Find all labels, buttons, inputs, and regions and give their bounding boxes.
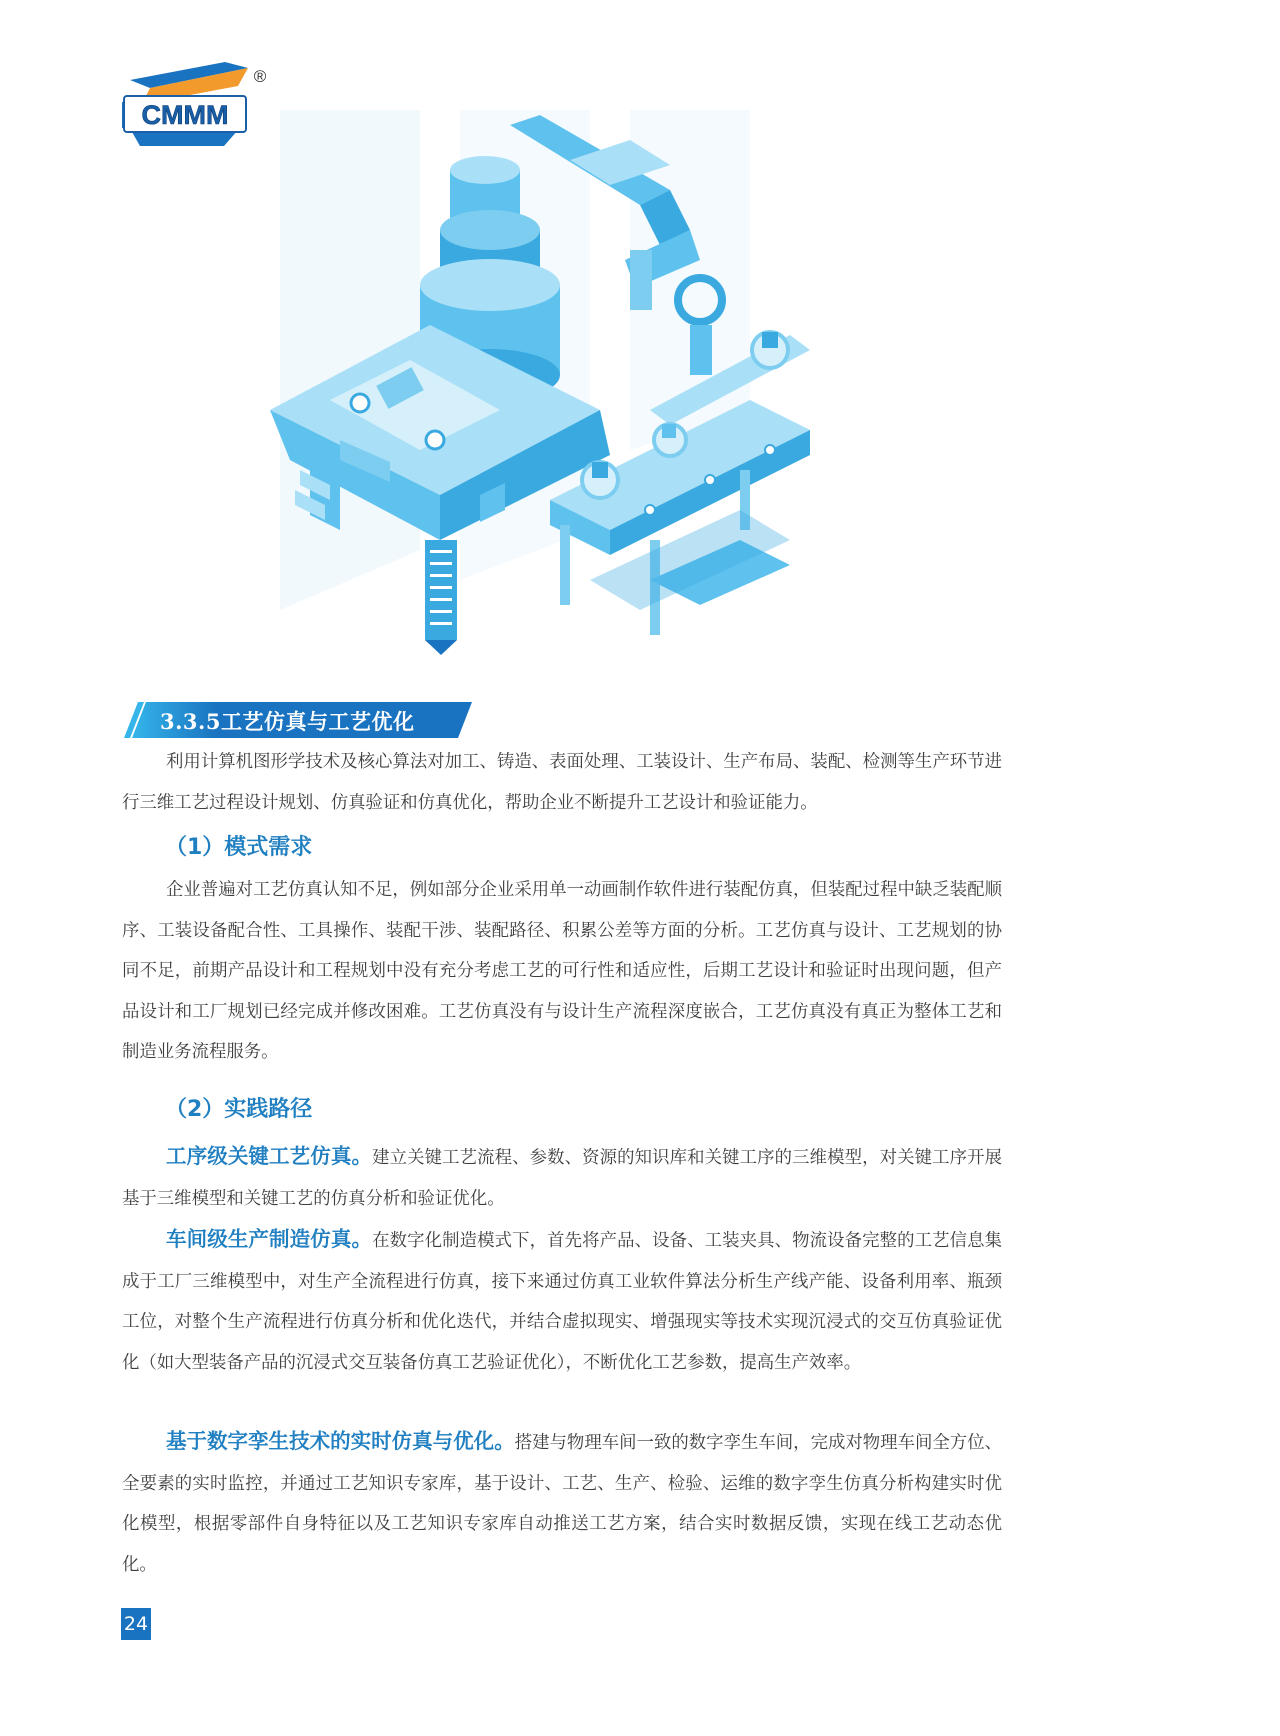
requirements-paragraph: 企业普遍对工艺仿真认知不足，例如部分企业采用单一动画制作软件进行装配仿真，但装配过程中缺乏装配顺序、工装设备配合性、工具操作、装配干涉、装配路径、积累公差等方面的分析。工艺仿真与设计、工艺规划的协同不足，前期产品设计和工程规划中没有充分考虑工艺的可行性和适应性，后期工艺设计和验证时出现问题，但产品设计和工厂规划已经完成并修改困难。工艺仿真没有与设计生产流程深度嵌合，工艺仿真没有真正为整体工艺和制造业务流程服务。 <box>122 880 1002 1062</box>
practice-item-lead: 工序级关键工艺仿真。 <box>166 1144 373 1168</box>
practice-item-lead: 车间级生产制造仿真。 <box>166 1227 373 1251</box>
practice-item-process-level <box>122 1136 1002 1219</box>
cmmm-logo <box>120 58 270 150</box>
practice-item-text: 在数字化制造模式下，首先将产品、设备、工装夹具、物流设备完整的工艺信息集成于工厂三维模型中，对生产全流程进行仿真，接下来通过仿真工业软件算法分析生产线产能、设备利用率、瓶颈工位，对整个生产流程进行仿真分析和优化迭代，并结合虚拟现实、增强现实等技术实现沉浸式的交互仿真验证优化（如大型装备产品的沉浸式交互装备仿真工艺验证优化），不断优化工艺参数，提高生产效率。 <box>122 1231 1002 1373</box>
practice-item-digital-twin <box>122 1421 1002 1585</box>
svg-text:®: ® <box>253 67 267 86</box>
practice-item-lead: 基于数字孪生技术的实时仿真与优化。 <box>166 1429 515 1453</box>
svg-text:CMMM: CMMM <box>141 100 229 130</box>
practice-item-workshop-level <box>122 1219 1002 1383</box>
subheading-practice: （2）实践路径 <box>165 1097 313 1122</box>
section-title: 3.3.5工艺仿真与工艺优化 <box>160 709 415 734</box>
practice-item-text: 建立关键工艺流程、参数、资源的知识库和关键工序的三维模型，对关键工序开展基于三维模型和关键工艺的仿真分析和验证优化。 <box>122 1148 1002 1209</box>
page-number: 24 <box>121 1608 151 1640</box>
subheading-requirements: （1）模式需求 <box>165 835 313 860</box>
intro-paragraph: 利用计算机图形学技术及核心算法对加工、铸造、表面处理、工装设计、生产布局、装配、检测等生产环节进行三维工艺过程设计规划、仿真验证和仿真优化，帮助企业不断提升工艺设计和验证能力。 <box>122 752 1002 813</box>
industrial-machine-illustration <box>270 110 910 670</box>
practice-item-text: 搭建与物理车间一致的数字孪生车间，完成对物理车间全方位、全要素的实时监控，并通过工艺知识专家库，基于设计、工艺、生产、检验、运维的数字孪生仿真分析构建实时优化模型，根据零部件自身特征以及工艺知识专家库自动推送工艺方案，结合实时数据反馈，实现在线工艺动态优化。 <box>122 1433 1002 1575</box>
section-banner <box>122 700 482 740</box>
